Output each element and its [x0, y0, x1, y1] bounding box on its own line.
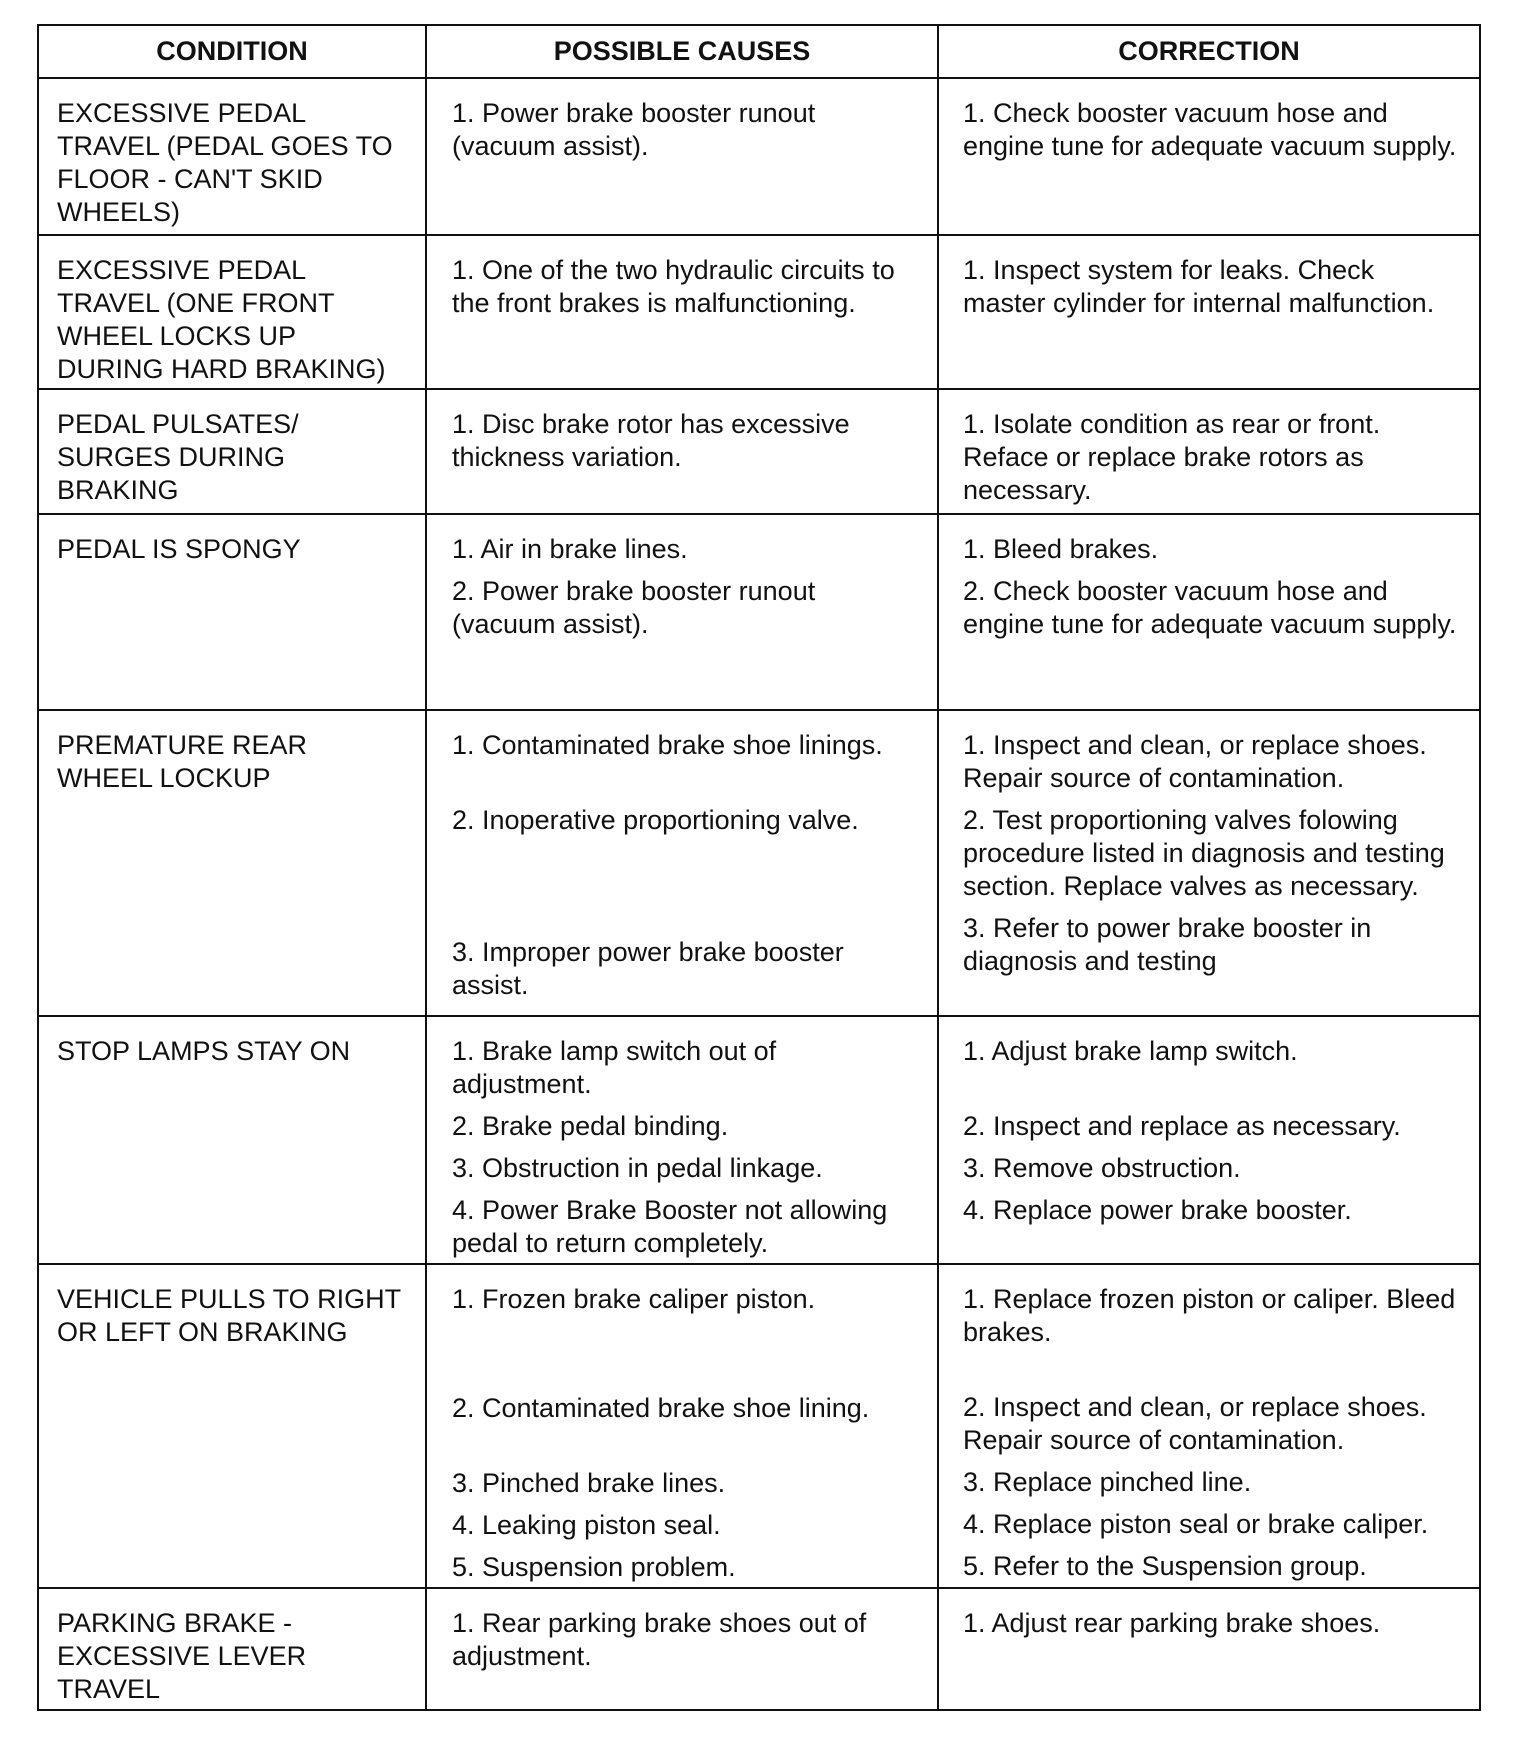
correction-item: 1. Adjust brake lamp switch. — [963, 1036, 1298, 1066]
correction-item: 2. Test proportioning valves folowing procedure listed in diagnosis and testing section. Replace valves as necessary. — [963, 805, 1445, 901]
cause-item: 3. Pinched brake lines. — [452, 1468, 726, 1498]
causes-cell — [427, 1265, 939, 1587]
cause-item: 1. Air in brake lines. — [452, 534, 688, 564]
header-condition: CONDITION — [39, 26, 427, 77]
correction-item: 1. Isolate condition as rear or front. Reface or replace brake rotors as necessary. — [963, 409, 1381, 505]
correction-item: 2. Inspect and clean, or replace shoes. Repair source of contamination. — [963, 1392, 1427, 1455]
cause-item: 2. Power brake booster runout (vacuum assist). — [452, 576, 816, 639]
cause-item: 1. Contaminated brake shoe linings. — [452, 730, 883, 760]
correction-item: 3. Replace pinched line. — [963, 1467, 1252, 1497]
causes-cell — [427, 515, 939, 709]
cause-item: 1. Rear parking brake shoes out of adjustment. — [452, 1608, 867, 1671]
condition-cell: VEHICLE PULLS TO RIGHT OR LEFT ON BRAKING — [39, 1265, 427, 1587]
correction-item: 1. Inspect and clean, or replace shoes. Repair source of contamination. — [963, 730, 1427, 793]
brake-diagnosis-table — [37, 24, 1481, 1711]
condition-cell: PEDAL IS SPONGY — [39, 515, 427, 709]
corrections-cell — [939, 1265, 1479, 1587]
corrections-cell — [939, 390, 1479, 513]
condition-cell: PEDAL PULSATES/ SURGES DURING BRAKING — [39, 390, 427, 513]
cause-item: 1. Disc brake rotor has excessive thickness variation. — [452, 409, 850, 472]
condition-cell: EXCESSIVE PEDAL TRAVEL (PEDAL GOES TO FLOOR - CAN'T SKID WHEELS) — [39, 79, 427, 234]
causes-cell — [427, 1589, 939, 1709]
condition-cell: PARKING BRAKE - EXCESSIVE LEVER TRAVEL — [39, 1589, 427, 1709]
table-row — [39, 77, 1479, 234]
correction-item: 1. Adjust rear parking brake shoes. — [963, 1608, 1381, 1638]
corrections-cell — [939, 711, 1479, 1015]
corrections-cell — [939, 79, 1479, 234]
cause-item: 1. Frozen brake caliper piston. — [452, 1284, 816, 1314]
cause-item: 3. Obstruction in pedal linkage. — [452, 1153, 823, 1183]
cause-item: 4. Leaking piston seal. — [452, 1510, 721, 1540]
causes-cell — [427, 390, 939, 513]
table-row — [39, 234, 1479, 388]
condition-cell: PREMATURE REAR WHEEL LOCKUP — [39, 711, 427, 1015]
header-possible-causes: POSSIBLE CAUSES — [427, 26, 939, 77]
table-row — [39, 1263, 1479, 1587]
correction-item: 3. Refer to power brake booster in diagnosis and testing — [963, 913, 1372, 976]
corrections-cell — [939, 1017, 1479, 1263]
correction-item: 4. Replace piston seal or brake caliper. — [963, 1509, 1429, 1539]
cause-item: 1. Power brake booster runout (vacuum assist). — [452, 98, 816, 161]
correction-item: 1. Bleed brakes. — [963, 534, 1159, 564]
causes-cell — [427, 79, 939, 234]
header-correction: CORRECTION — [1118, 36, 1300, 66]
table-row — [39, 513, 1479, 709]
cause-item: 4. Power Brake Booster not allowing pedal to return completely. — [452, 1195, 888, 1258]
correction-item: 4. Replace power brake booster. — [963, 1195, 1352, 1225]
cause-item: 5. Suspension problem. — [452, 1552, 736, 1582]
cause-item: 2. Brake pedal binding. — [452, 1111, 729, 1141]
table-row — [39, 388, 1479, 513]
cause-item: 2. Contaminated brake shoe lining. — [452, 1393, 870, 1423]
correction-item: 1. Replace frozen piston or caliper. Bleed brakes. — [963, 1284, 1456, 1347]
correction-item: 3. Remove obstruction. — [963, 1153, 1241, 1183]
cause-item: 3. Improper power brake booster assist. — [452, 937, 844, 1000]
cause-item: 2. Inoperative proportioning valve. — [452, 805, 859, 835]
corrections-cell — [939, 236, 1479, 388]
table-row — [39, 709, 1479, 1015]
correction-item: 1. Check booster vacuum hose and engine tune for adequate vacuum supply. — [963, 98, 1457, 161]
cause-item: 1. Brake lamp switch out of adjustment. — [452, 1036, 777, 1099]
correction-item: 1. Inspect system for leaks. Check master cylinder for internal malfunction. — [963, 255, 1435, 318]
corrections-cell — [939, 1589, 1479, 1709]
corrections-cell — [939, 515, 1479, 709]
causes-cell — [427, 711, 939, 1015]
condition-cell: STOP LAMPS STAY ON — [39, 1017, 427, 1263]
cause-item: 1. One of the two hydraulic circuits to the front brakes is malfunctioning. — [452, 255, 895, 318]
condition-cell: EXCESSIVE PEDAL TRAVEL (ONE FRONT WHEEL LOCKS UP DURING HARD BRAKING) — [39, 236, 427, 388]
table-header-row — [39, 26, 1479, 77]
table-row — [39, 1015, 1479, 1263]
causes-cell — [427, 236, 939, 388]
causes-cell — [427, 1017, 939, 1263]
correction-item: 2. Inspect and replace as necessary. — [963, 1111, 1401, 1141]
correction-item: 5. Refer to the Suspension group. — [963, 1551, 1367, 1581]
correction-item: 2. Check booster vacuum hose and engine tune for adequate vacuum supply. — [963, 576, 1457, 639]
table-row — [39, 1587, 1479, 1709]
